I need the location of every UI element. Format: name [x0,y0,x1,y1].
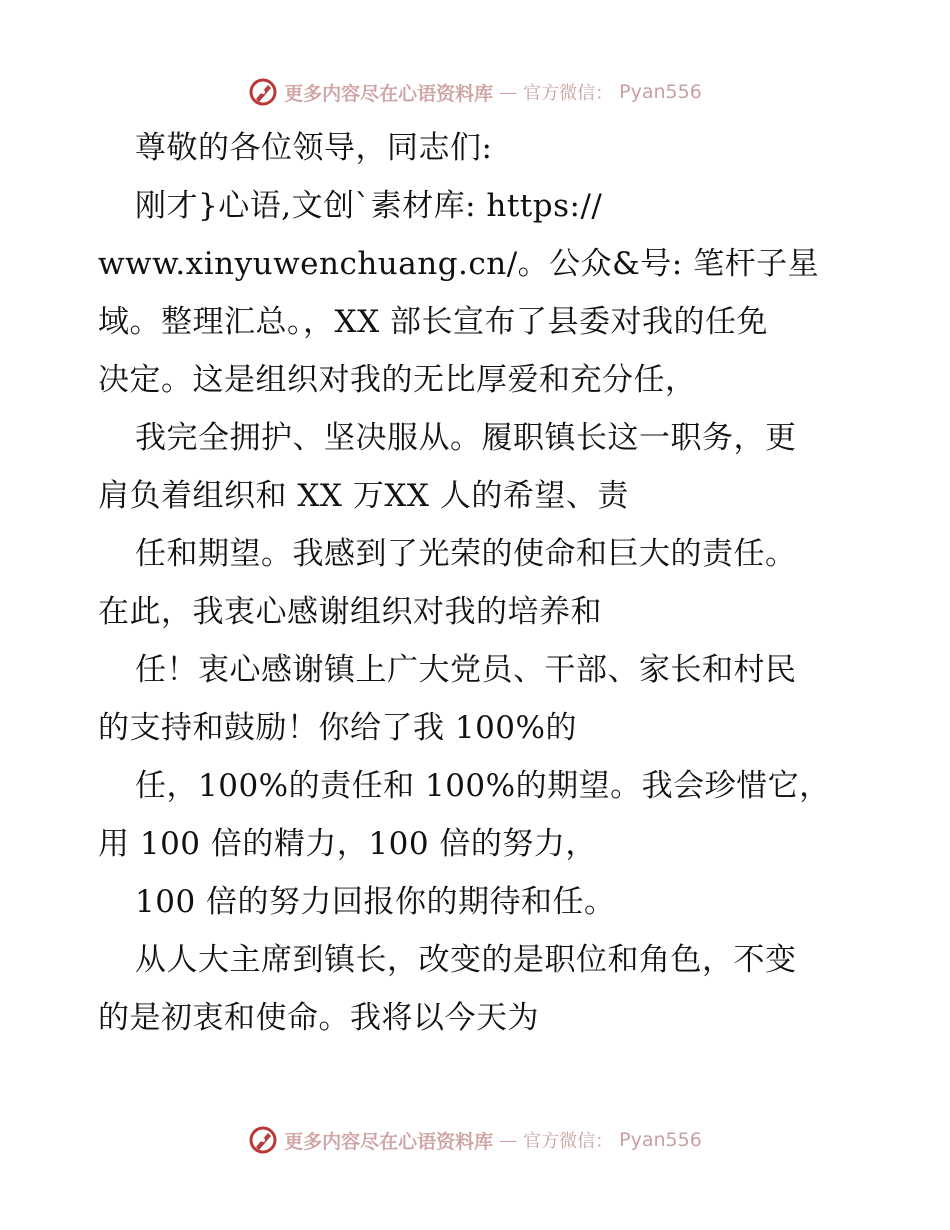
footer-banner-separator: — [499,1129,518,1151]
header-banner-separator: — [499,81,518,103]
body-line: 用 100 倍的精力，100 倍的努力， [98,826,597,862]
pen-logo-icon [248,1125,278,1155]
body-line: 任和期望。我感到了光荣的使命和巨大的责任。 [135,536,797,572]
body-line: 我完全拥护、坚决服从。履职镇长这一职务，更 [135,420,797,456]
footer-wechat-id: Pyan556 [619,1129,702,1151]
pen-logo-icon [248,77,278,107]
body-line: 刚才}心语,文创`素材库: https:// [135,188,603,224]
body-line: 任！衷心感谢镇上广大党员、干部、家长和村民 [135,652,797,688]
header-wechat-label: 官方微信： [523,83,614,104]
body-line: 尊敬的各位领导，同志们: [135,130,493,166]
document-body [98,119,858,1047]
header-banner [0,72,950,112]
body-line: 肩负着组织和 XX 万XX 人的希望、责 [98,478,629,514]
footer-wechat-label: 官方微信： [523,1131,614,1152]
body-line: 任，100%的责任和 100%的期望。我会珍惜它， [135,768,831,804]
body-line: 决定。这是组织对我的无比厚爱和充分任， [98,362,697,398]
body-line: www.xinyuwenchuang.cn/。公众&号: 笔杆子星 [98,246,820,282]
body-line: 域。整理汇总。，XX 部长宣布了县委对我的任免 [98,304,768,340]
body-line: 从人大主席到镇长，改变的是职位和角色，不变 [135,942,797,978]
body-line: 的支持和鼓励！你给了我 100%的 [98,710,577,746]
body-line: 在此，我衷心感谢组织对我的培养和 [98,594,602,630]
body-line: 100 倍的努力回报你的期待和任。 [135,884,616,920]
header-wechat-id: Pyan556 [619,81,702,103]
footer-banner [0,1120,950,1160]
footer-banner-text: 更多内容尽在心语资料库 [284,1130,494,1153]
header-banner-text: 更多内容尽在心语资料库 [284,82,494,105]
body-line: 的是初衷和使命。我将以今天为 [98,1000,539,1036]
